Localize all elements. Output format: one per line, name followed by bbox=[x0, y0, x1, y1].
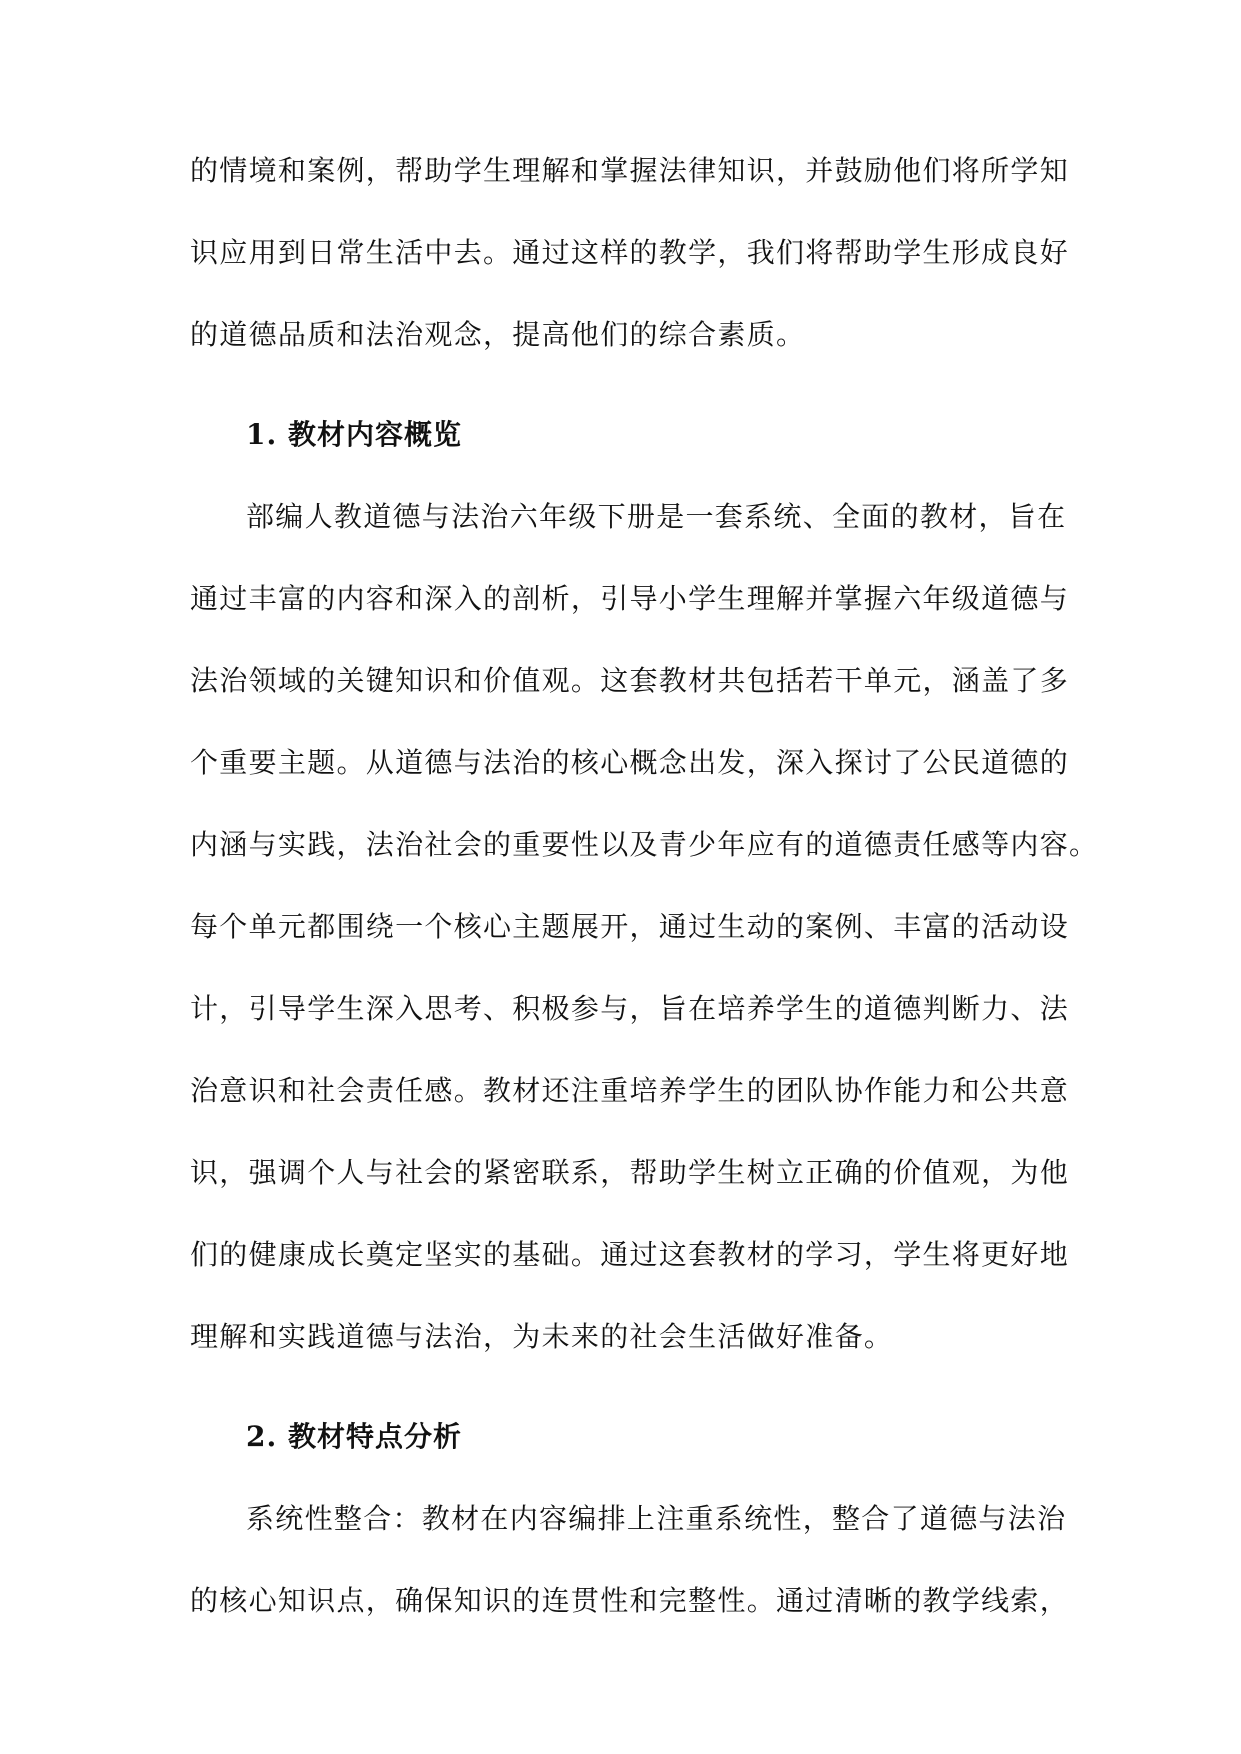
text-line: 个重要主题。从道德与法治的核心概念出发，深入探讨了公民道德的 bbox=[190, 746, 1070, 779]
document-page bbox=[190, 130, 1099, 1642]
text-line: 每个单元都围绕一个核心主题展开，通过生动的案例、丰富的活动设 bbox=[190, 910, 1070, 943]
text-line: 识，强调个人与社会的紧密联系，帮助学生树立正确的价值观，为他 bbox=[190, 1156, 1070, 1189]
text-line: 计，引导学生深入思考、积极参与，旨在培养学生的道德判断力、法 bbox=[190, 992, 1070, 1025]
text-line: 们的健康成长奠定坚实的基础。通过这套教材的学习，学生将更好地 bbox=[190, 1238, 1070, 1271]
section-heading-features: 2. 教材特点分析 bbox=[246, 1420, 462, 1453]
overview-paragraph bbox=[190, 476, 1099, 1378]
text-line: 理解和实践道德与法治，为未来的社会生活做好准备。 bbox=[190, 1320, 894, 1353]
text-line: 识应用到日常生活中去。通过这样的教学，我们将帮助学生形成良好 bbox=[190, 236, 1070, 269]
text-line: 的情境和案例，帮助学生理解和掌握法律知识，并鼓励他们将所学知 bbox=[190, 154, 1070, 187]
section-heading-overview: 1. 教材内容概览 bbox=[246, 418, 462, 451]
text-line: 通过丰富的内容和深入的剖析，引导小学生理解并掌握六年级道德与 bbox=[190, 582, 1070, 615]
text-line: 部编人教道德与法治六年级下册是一套系统、全面的教材，旨在 bbox=[246, 500, 1067, 533]
text-line: 法治领域的关键知识和价值观。这套教材共包括若干单元，涵盖了多 bbox=[190, 664, 1070, 697]
text-line: 的道德品质和法治观念，提高他们的综合素质。 bbox=[190, 318, 806, 351]
text-line: 的核心知识点，确保知识的连贯性和完整性。通过清晰的教学线索， bbox=[190, 1584, 1070, 1617]
text-line: 治意识和社会责任感。教材还注重培养学生的团队协作能力和公共意 bbox=[190, 1074, 1070, 1107]
features-paragraph bbox=[190, 1478, 1070, 1642]
intro-paragraph bbox=[190, 130, 1070, 376]
text-line: 系统性整合：教材在内容编排上注重系统性，整合了道德与法治 bbox=[246, 1502, 1067, 1535]
text-line: 内涵与实践，法治社会的重要性以及青少年应有的道德责任感等内容。 bbox=[190, 828, 1099, 861]
